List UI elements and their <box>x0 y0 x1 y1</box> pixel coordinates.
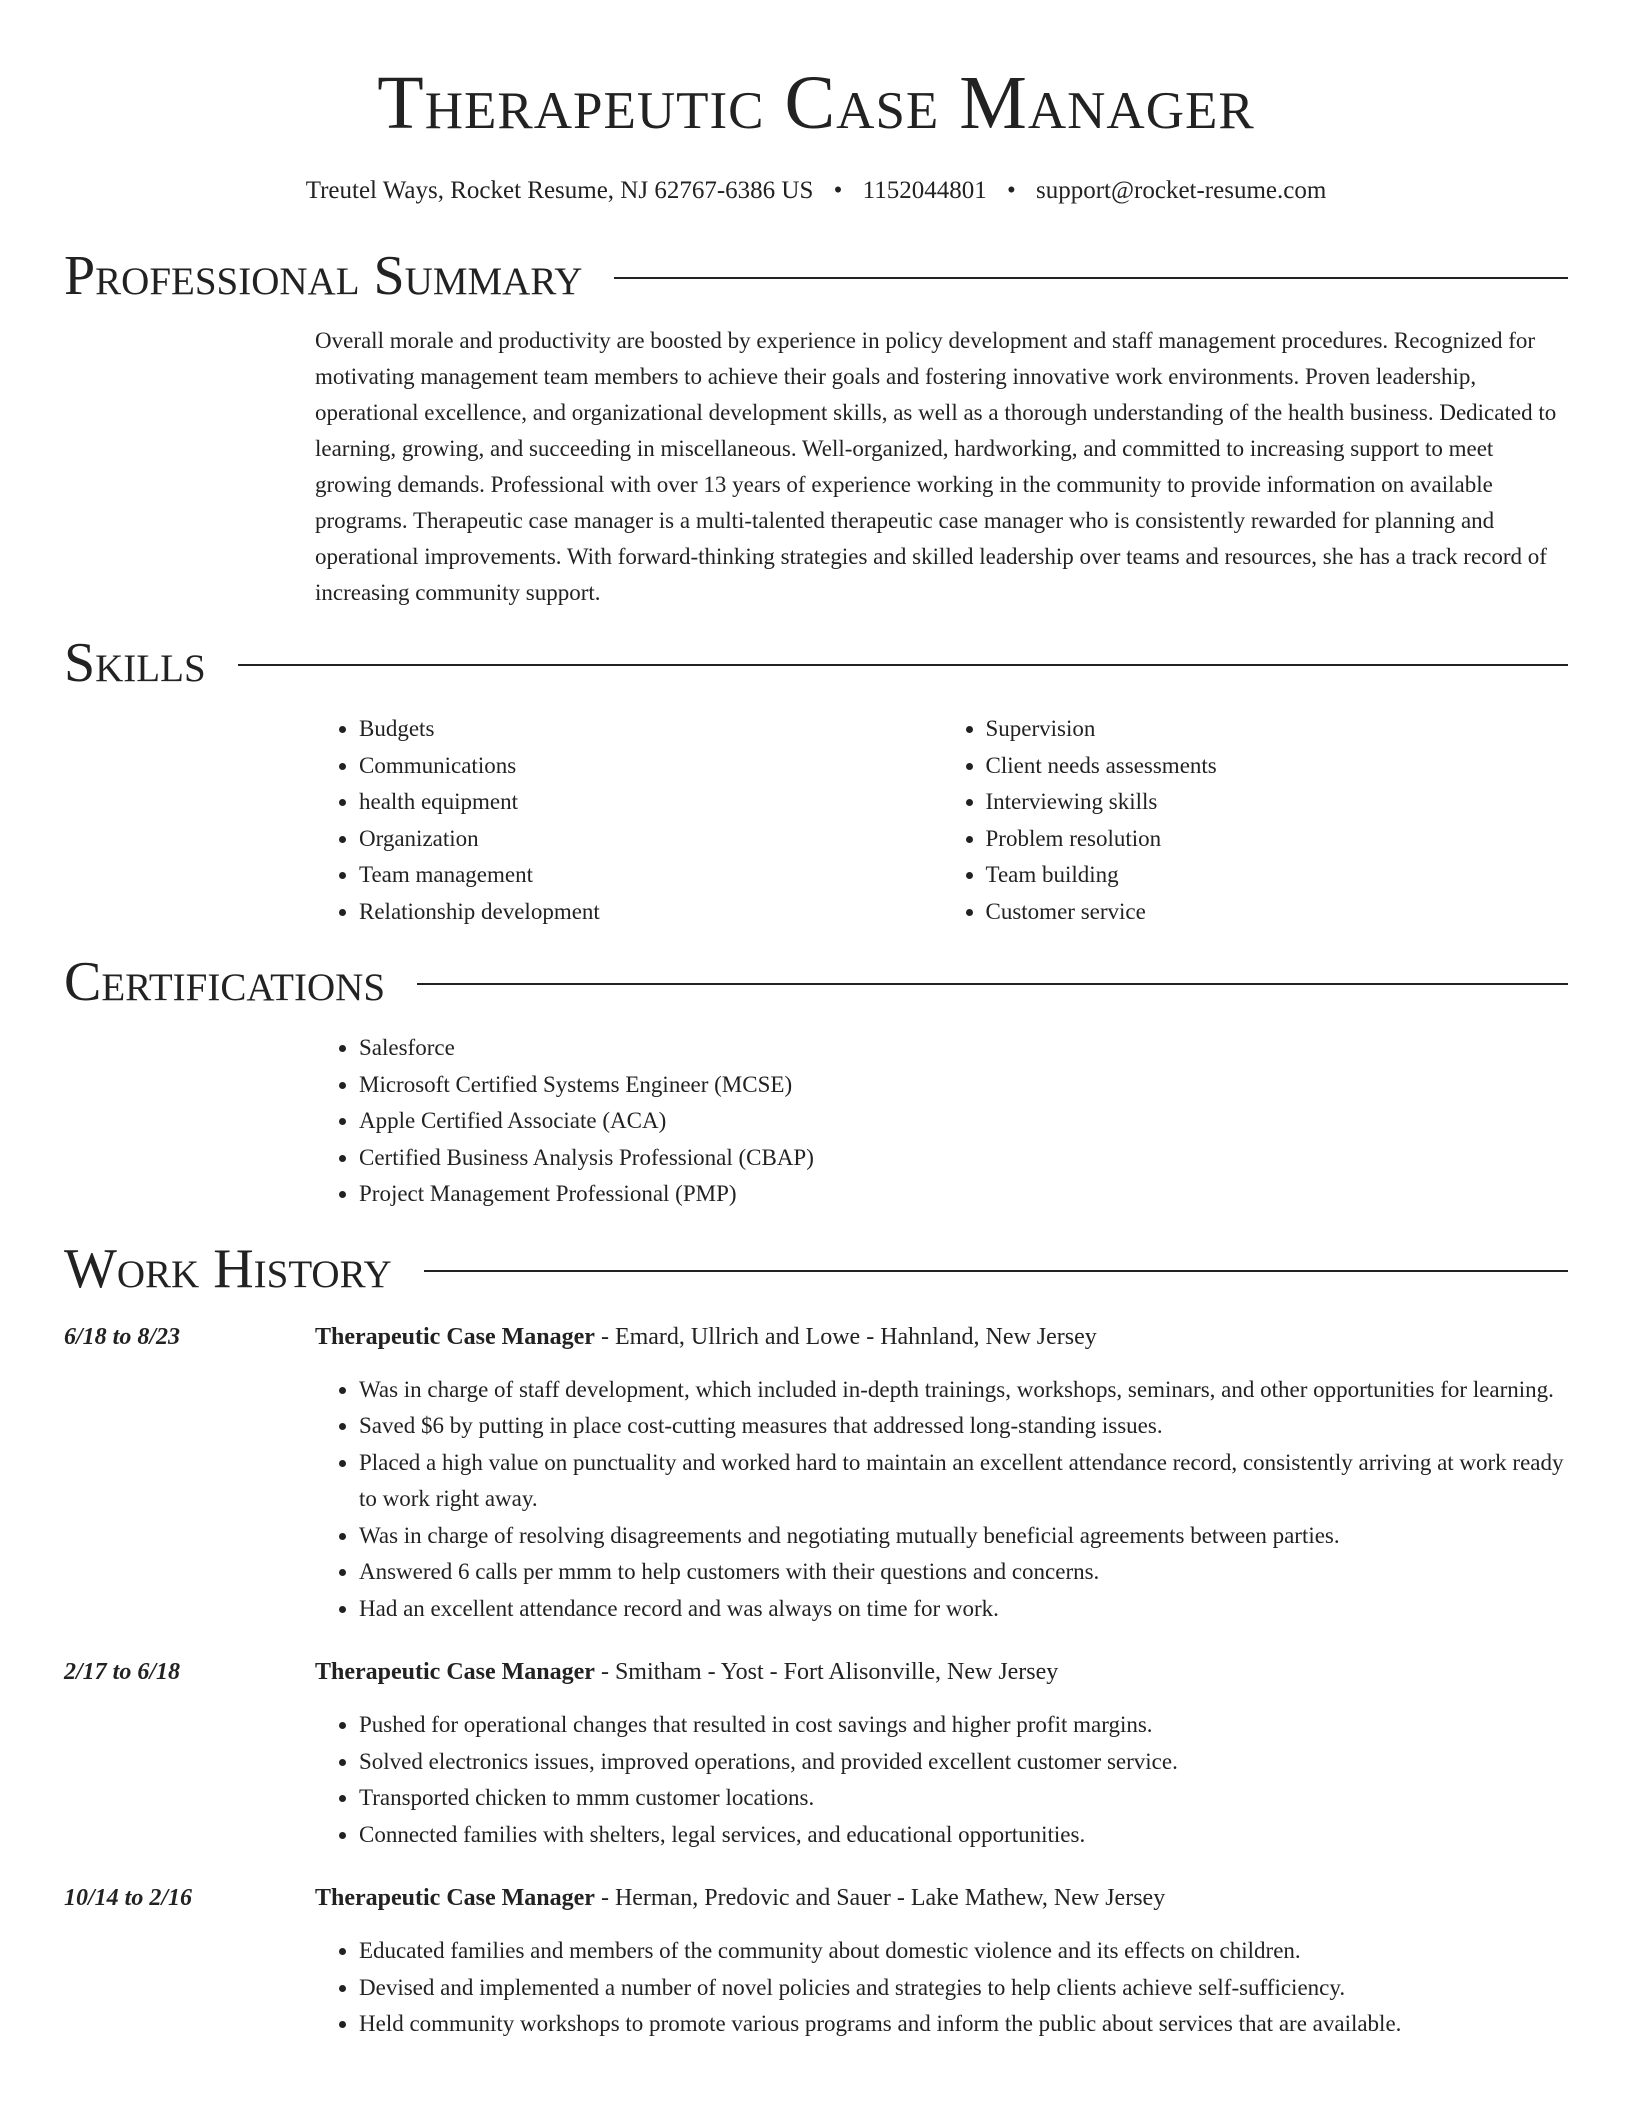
certifications-heading: Certifications <box>64 951 386 1013</box>
job-entry <box>64 1657 1568 1853</box>
resume-name: Therapeutic Case Manager <box>377 61 1255 145</box>
job-employer: - Smitham - Yost - Fort Alisonville, New Jersey <box>594 1659 1059 1685</box>
skills-heading: Skills <box>64 632 206 694</box>
job-title-line <box>315 1322 1568 1352</box>
certification-item: • Certified Business Analysis Professional (CBAP) <box>359 1140 1568 1177</box>
job-title: Therapeutic Case Manager <box>315 1659 595 1685</box>
job-title-line <box>315 1657 1568 1687</box>
skill-item: • Client needs assessments <box>986 748 1569 785</box>
work-history-section <box>64 1237 1568 2043</box>
resume-page <box>64 0 1568 2043</box>
job-bullet: • Educated families and members of the community about domestic violence and its effects on children. <box>359 1933 1568 1970</box>
job-title: Therapeutic Case Manager <box>315 1323 595 1350</box>
contact-phone: 1152044801 <box>862 177 987 204</box>
section-divider <box>614 277 1568 279</box>
skill-item: • Team management <box>359 857 942 894</box>
job-employer: - Emard, Ullrich and Lowe - Hahnland, New Jersey <box>594 1323 1097 1350</box>
skill-item: • Budgets <box>359 711 942 748</box>
contact-email: support@rocket-resume.com <box>1036 177 1327 204</box>
skill-item: • Organization <box>359 821 942 858</box>
certification-item: • Project Management Professional (PMP) <box>359 1176 1568 1213</box>
job-bullet: • Transported chicken to mmm customer locations. <box>359 1780 1568 1817</box>
job-bullet: • Was in charge of staff development, which included in-depth trainings, workshops, seminars, and other opportunities for learning. <box>359 1372 1568 1409</box>
job-bullet: • Had an excellent attendance record and was always on time for work. <box>359 1591 1568 1628</box>
skill-item: • Problem resolution <box>986 821 1569 858</box>
contact-line <box>64 176 1568 206</box>
job-bullets <box>315 1933 1568 2043</box>
contact-separator: • <box>833 177 843 204</box>
job-bullet: • Answered 6 calls per mmm to help customers with their questions and concerns. <box>359 1554 1568 1591</box>
job-title: Therapeutic Case Manager <box>315 1885 595 1911</box>
job-detail <box>315 1657 1568 1853</box>
job-entry <box>64 1322 1568 1628</box>
certification-item: • Apple Certified Associate (ACA) <box>359 1103 1568 1140</box>
certification-item: • Salesforce <box>359 1030 1568 1067</box>
job-bullet: • Devised and implemented a number of novel policies and strategies to help clients achieve self-sufficiency. <box>359 1970 1568 2007</box>
section-divider <box>417 983 1568 985</box>
job-bullet: • Solved electronics issues, improved operations, and provided excellent customer service. <box>359 1744 1568 1781</box>
job-bullet: • Placed a high value on punctuality and worked hard to maintain an excellent attendance record, consistently arriving at work ready to work right away. <box>359 1445 1568 1518</box>
job-bullet: • Pushed for operational changes that resulted in cost savings and higher profit margins. <box>359 1707 1568 1744</box>
summary-heading: Professional Summary <box>64 245 583 307</box>
skill-item: • health equipment <box>359 784 942 821</box>
skills-section <box>64 631 1568 930</box>
summary-body <box>315 323 1568 611</box>
work-history-heading: Work History <box>64 1237 392 1300</box>
job-dates: 10/14 to 2/16 <box>64 1885 193 1911</box>
skill-item: • Relationship development <box>359 894 942 931</box>
job-bullet: • Held community workshops to promote various programs and inform the public about services that are available. <box>359 2006 1568 2043</box>
job-employer: - Herman, Predovic and Sauer - Lake Mathew, New Jersey <box>594 1885 1166 1911</box>
skills-list-right <box>942 711 1569 930</box>
skill-item: • Team building <box>986 857 1569 894</box>
skills-grid <box>315 711 1568 930</box>
summary-section <box>64 244 1568 611</box>
certifications-body <box>315 1030 1568 1213</box>
job-bullet: • Was in charge of resolving disagreements and negotiating mutually beneficial agreements between parties. <box>359 1518 1568 1555</box>
work-history-header <box>64 1237 1568 1301</box>
certifications-section <box>64 950 1568 1213</box>
skill-item: • Supervision <box>986 711 1569 748</box>
skills-list-left <box>315 711 942 930</box>
section-divider <box>238 664 1568 666</box>
contact-separator: • <box>1006 177 1016 204</box>
section-divider <box>424 1270 1568 1272</box>
certifications-list <box>315 1030 1568 1213</box>
skills-header <box>64 631 1568 695</box>
job-bullet: • Saved $6 by putting in place cost-cutting measures that addressed long-standing issues. <box>359 1408 1568 1445</box>
job-bullet: • Connected families with shelters, legal services, and educational opportunities. <box>359 1817 1568 1854</box>
job-bullets <box>315 1372 1568 1628</box>
job-detail <box>315 1322 1568 1628</box>
job-entry <box>64 1883 1568 2043</box>
skill-item: • Communications <box>359 748 942 785</box>
job-title-line <box>315 1883 1568 1913</box>
summary-text: Overall morale and productivity are boosted by experience in policy development and staff management procedures. Recognized for motivating management team members to achieve their goals and fostering innovative work environments. Proven leadership, operational excellence, and organizational development skills, as well as a thorough understanding of the health business. Dedicated to learning, growing, and succeeding in miscellaneous. Well-organized, hardworking, and committed to increasing support to meet growing demands. Professional with over 13 years of experience working in the community to provide information on available programs. Therapeutic case manager is a multi-talented therapeutic case manager who is consistently rewarded for planning and operational improvements. With forward-thinking strategies and skilled leadership over teams and resources, she has a track record of increasing community support. <box>315 328 1557 605</box>
summary-header <box>64 244 1568 308</box>
job-bullets <box>315 1707 1568 1853</box>
job-detail <box>315 1883 1568 2043</box>
skill-item: • Customer service <box>986 894 1569 931</box>
certification-item: • Microsoft Certified Systems Engineer (MCSE) <box>359 1067 1568 1104</box>
job-dates: 2/17 to 6/18 <box>64 1659 181 1685</box>
contact-address: Treutel Ways, Rocket Resume, NJ 62767-6386 US <box>305 177 814 204</box>
job-dates: 6/18 to 8/23 <box>64 1323 181 1350</box>
skill-item: • Interviewing skills <box>986 784 1569 821</box>
certifications-header <box>64 950 1568 1014</box>
